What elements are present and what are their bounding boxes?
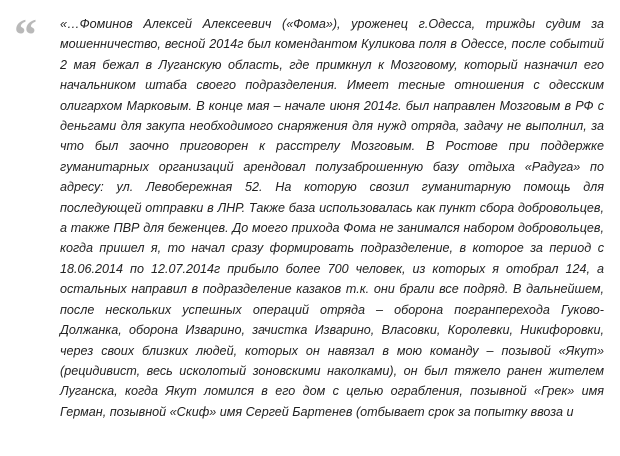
- quote-paragraph: «…Фоминов Алексей Алексеевич («Фома»), уроженец г.Одесса, трижды судим за мошенничество, весной 2014г был комендантом Куликова поля в Одессе, после событий 2 мая бежал в Луганскую область, где примкнул к Мозговому, который назначил его начальником штаба своего подразделения. Имеет тесные отношения с одесским олигархом Марковым. В конце мая – начале июня 2014г. был направлен Мозговым в РФ с деньгами для закупа необходимого снаряжения для нужд отряда, задачу не выполнил, за что был заочно приговорен к расстрелу Мозговым. В Ростове при поддержке гуманитарных организаций арендовал полузаброшенную базу отдыха «Радуга» по адресу: ул. Левобережная 52. На которую свозил гуманитарную помощь для последующей отправки в ЛНР. Также база использовалась как пункт сбора добровольцев, а также ПВР для беженцев. До моего прихода Фома не занимался набором добровольцев, когда пришел я, то начал сразу формировать подразделение, в которое за период с 18.06.2014 по 12.07.2014г прибыло более 700 человек, из которых я отобрал 124, а остальных направил в подразделение казаков т.к. они брали все подряд. В дальнейшем, после нескольких успешных операций отряда – оборона погранперехода Гуково-Должанка, оборона Изварино, зачистка Изварино, Власовки, Королевки, Никифоровки, через своих близких людей, которых он навязал в мою команду – позывой «Якут» (рецидивист, весь исколотый зоновскими наколками), он был тяжело ранен жителем Луганска, когда Якут ломился в его дом с целью ограбления, позывной «Грек» имя Герман, позывной «Скиф» имя Сергей Бартенев (отбывает срок за попытку ввоза и: [60, 17, 604, 419]
- quote-mark-icon: “: [14, 9, 37, 60]
- quote-body: [60, 14, 606, 422]
